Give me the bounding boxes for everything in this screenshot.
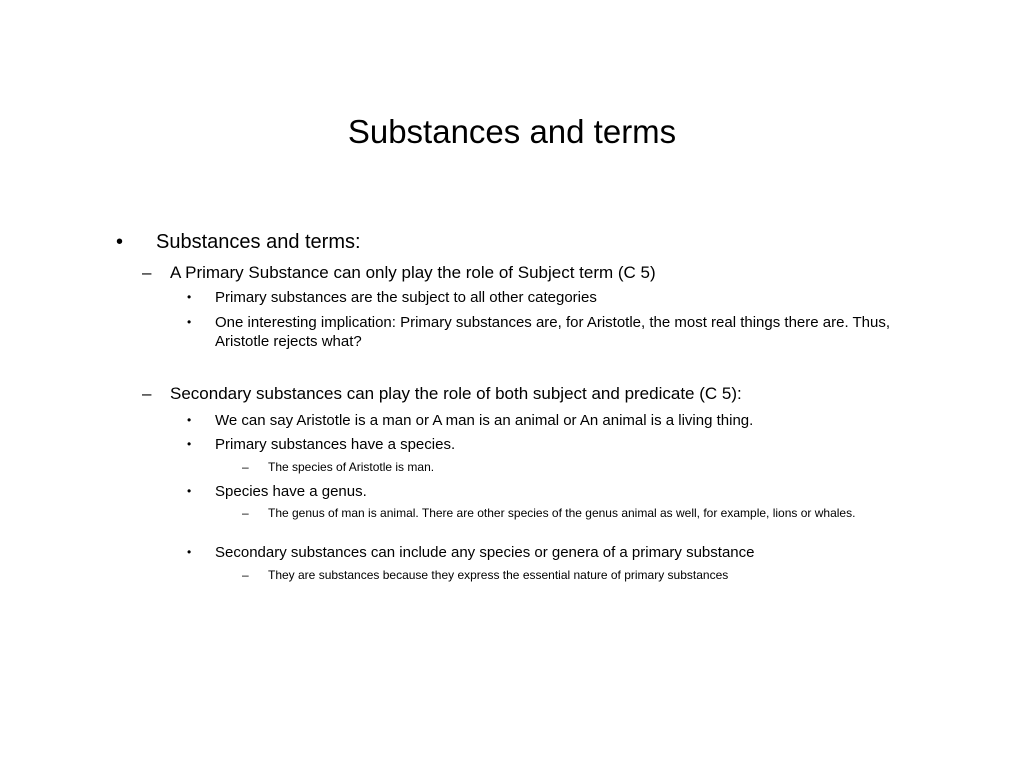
secondary-point-text: Species have a genus.: [215, 483, 367, 500]
outline-heading: Substances and terms:: [156, 231, 361, 253]
secondary-subpoint-item: [242, 567, 928, 583]
dash-marker: –: [142, 384, 152, 403]
dash-marker: –: [142, 263, 152, 282]
bullet-marker: •: [187, 290, 192, 304]
bullet-marker: •: [187, 545, 192, 559]
secondary-subpoint-text: They are substances because they express the essential nature of primary substances: [268, 568, 729, 582]
bullet-marker: •: [116, 231, 124, 253]
secondary-point-text: Primary substances have a species.: [215, 436, 456, 453]
secondary-subpoint-text: The genus of man is animal. There are other species of the genus animal as well, for example, lions or whales.: [268, 506, 856, 520]
primary-point-item: [187, 288, 945, 307]
secondary-substance-text: Secondary substances can play the role of both subject and predicate (C 5):: [170, 384, 742, 403]
secondary-point-text: We can say Aristotle is a man or A man is an animal or An animal is a living thing.: [215, 412, 754, 429]
outline-heading-item: [112, 230, 361, 254]
dash-marker: –: [242, 568, 249, 582]
dash-marker: –: [242, 506, 249, 520]
bullet-marker: •: [187, 315, 192, 329]
secondary-subpoint-item: [242, 459, 928, 475]
slide-title: Substances and terms: [347, 113, 677, 150]
secondary-point-item: [187, 543, 945, 562]
dash-marker: –: [242, 460, 249, 474]
secondary-subpoint-item: [242, 505, 928, 521]
primary-substance-text: A Primary Substance can only play the role of Subject term (C 5): [170, 263, 656, 282]
bullet-marker: •: [187, 413, 192, 427]
primary-point-text: Primary substances are the subject to all other categories: [215, 289, 597, 306]
secondary-substance-item: [142, 383, 742, 404]
primary-point-item: [187, 313, 945, 351]
secondary-point-item: [187, 435, 945, 454]
bullet-marker: •: [187, 437, 192, 451]
bullet-marker: •: [187, 484, 192, 498]
secondary-point-item: [187, 411, 945, 430]
primary-substance-item: [142, 262, 656, 283]
secondary-point-item: [187, 482, 945, 501]
secondary-subpoint-text: The species of Aristotle is man.: [268, 460, 435, 474]
primary-point-text: One interesting implication: Primary substances are, for Aristotle, the most real things there are. Thus, Aristotle rejects what?: [215, 314, 891, 350]
secondary-point-text: Secondary substances can include any species or genera of a primary substance: [215, 544, 755, 561]
